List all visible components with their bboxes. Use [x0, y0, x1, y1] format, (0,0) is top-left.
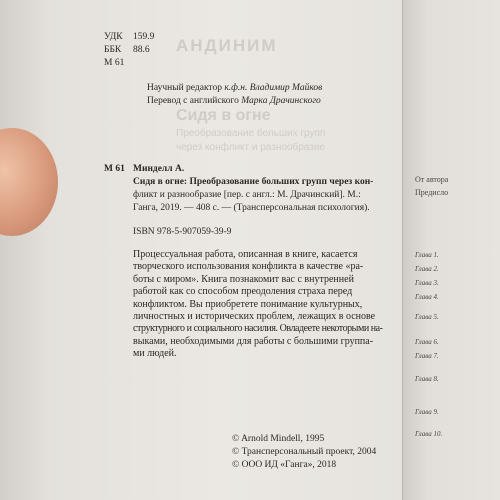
author-mark: М 61	[104, 58, 125, 68]
copyright-line: © Трансперсональный проект, 2004	[232, 447, 377, 457]
toc-chapter: Глава 7.	[415, 352, 439, 360]
toc-chapter: Глава 4.	[415, 293, 439, 301]
udc-code: УДК	[104, 32, 123, 42]
copyright-line: © Arnold Mindell, 1995	[232, 434, 325, 444]
catalog-title-line: фликт и разнообразие [пер. с англ.: М. Драчинский]. М.:	[133, 190, 361, 200]
bbk-code: ББК	[104, 45, 122, 55]
toc-chapter: Глава 9.	[415, 408, 439, 416]
annotation	[133, 249, 383, 361]
annotation-line: ми людей.	[133, 348, 177, 360]
show-through-text: Преобразование больших групп	[176, 128, 326, 139]
translator-line	[147, 95, 321, 107]
translator-prefix: Перевод с английского	[147, 96, 239, 106]
thumb	[0, 128, 58, 236]
show-through-text: Сидя в огне	[176, 107, 271, 124]
toc-chapter: Глава 8.	[415, 375, 439, 383]
annotation-line: творческого использования конфликта в качестве «ра-	[133, 261, 364, 273]
catalog-title-line: Ганга, 2019. — 408 с. — (Трансперсональная психология).	[133, 203, 370, 213]
bbk-value: 88.6	[133, 45, 150, 55]
editor-name: к.ф.н. Владимир Майков	[224, 83, 323, 93]
annotation-line: личностных и исторических проблем, лежащих в основе	[133, 311, 376, 323]
annotation-line: выками, необходимыми для работы с большими группа-	[133, 335, 374, 347]
show-through-text: АНДИНИМ	[176, 36, 278, 55]
udc-value: 159.9	[133, 32, 155, 42]
toc-entry: От автора	[415, 175, 449, 184]
annotation-line: конфликтом. Вы приобретете понимание культурных,	[133, 298, 363, 310]
copyright-line: © ООО ИД «Ганга», 2018	[232, 460, 337, 470]
annotation-line: боты с миром». Книга познакомит вас с внутренней	[133, 273, 354, 285]
right-page	[402, 0, 500, 500]
annotation-line: Процессуальная работа, описанная в книге, касается	[133, 249, 358, 260]
editor-line	[147, 82, 322, 94]
toc-chapter: Глава 2.	[415, 265, 439, 273]
translator-name: Марка Драчинского	[241, 96, 321, 106]
annotation-line: работой как со способом преодоления страха перед	[133, 286, 353, 298]
toc-chapter: Глава 1.	[415, 251, 439, 259]
editor-prefix: Научный редактор	[147, 83, 222, 93]
catalog-title-line: Сидя в огне: Преобразование больших групп через кон-	[133, 177, 374, 187]
show-through-text: через конфликт и разнообразие	[176, 142, 325, 153]
toc-chapter: Глава 10.	[415, 430, 443, 438]
toc-entry: Предисло	[415, 188, 449, 197]
toc-chapter: Глава 6.	[415, 338, 439, 346]
catalog-code: М 61	[104, 164, 125, 174]
toc-chapter: Глава 5.	[415, 313, 439, 321]
toc-chapter: Глава 3.	[415, 279, 439, 287]
isbn: ISBN 978-5-907059-39-9	[133, 227, 232, 237]
catalog-author: Минделл А.	[133, 164, 185, 174]
annotation-line: структурного и социального насилия. Овладеете некоторыми на-	[133, 323, 383, 335]
